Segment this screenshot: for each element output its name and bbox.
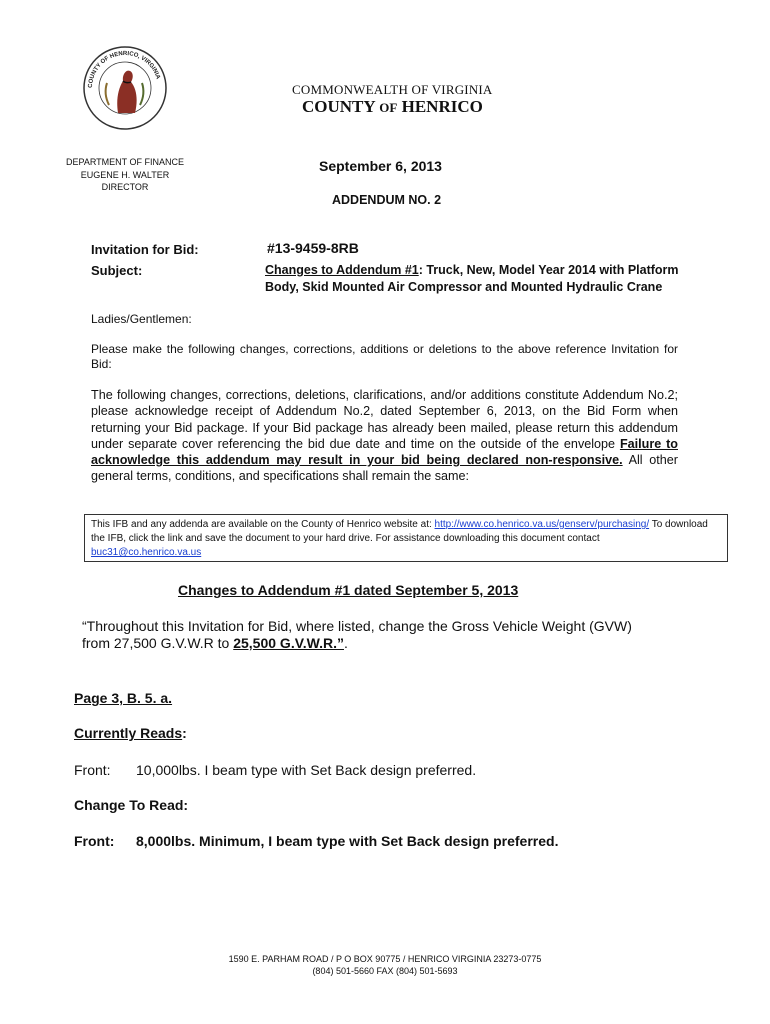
currently-reads-colon: : — [182, 725, 187, 741]
department-name: DEPARTMENT OF FINANCE — [65, 157, 184, 167]
director-name: EUGENE H. WALTER — [80, 169, 170, 180]
henrico-word: HENRICO — [401, 97, 483, 116]
department-block — [60, 156, 190, 194]
changes-heading: Changes to Addendum #1 dated September 5, 2013 — [178, 582, 519, 598]
subject-link: Changes to Addendum #1 — [265, 263, 419, 277]
notice-text-2: To download the IFB, click the link and save the document to your hard drive. For assistance downloading this document contact — [91, 519, 708, 544]
currently-reads-heading — [74, 725, 187, 741]
subject-value — [265, 262, 685, 295]
quote-end: . — [343, 635, 348, 651]
addendum-title: ADDENDUM NO. 2 — [332, 193, 442, 207]
contact-email-link[interactable]: buc31@co.henrico.va.us — [91, 547, 202, 558]
county-seal-logo — [82, 45, 168, 131]
purchasing-url-link[interactable]: http://www.co.henrico.va.us/genserv/purchasing/ — [434, 519, 650, 530]
invitation-number: #13-9459-8RB — [267, 240, 359, 256]
current-front-value: 10,000lbs. I beam type with Set Back design preferred. — [136, 762, 477, 778]
acknowledgement-paragraph — [91, 387, 678, 485]
director-title: DIRECTOR — [101, 182, 149, 192]
gvw-change-quote — [82, 618, 662, 652]
document-date: September 6, 2013 — [319, 158, 442, 174]
subject-label: Subject: — [91, 263, 143, 278]
new-front-value: 8,000lbs. Minimum, I beam type with Set Back design preferred. — [136, 833, 559, 849]
county-word: COUNTY — [302, 97, 376, 116]
website-notice-box — [84, 514, 728, 562]
footer-phone-line: (804) 501-5660 FAX (804) 501-5693 — [312, 966, 458, 976]
footer-address-line: 1590 E. PARHAM ROAD / P O BOX 90775 / HENRICO VIRGINIA 23273-0775 — [228, 954, 542, 964]
invitation-label: Invitation for Bid: — [91, 242, 199, 257]
svg-text:COUNTY OF HENRICO, VIRGINIA: COUNTY OF HENRICO, VIRGINIA — [87, 50, 161, 89]
currently-reads-label: Currently Reads — [74, 725, 183, 741]
commonwealth-heading: COMMONWEALTH OF VIRGINIA — [292, 82, 493, 97]
notice-text-1: This IFB and any addenda are available on the County of Henrico website at: — [91, 519, 435, 530]
change-to-read-heading: Change To Read: — [74, 797, 189, 813]
acknowledgement-warning: Failure to acknowledge this addendum may result in your bid being declared non-responsive. — [91, 436, 678, 468]
quote-text: “Throughout this Invitation for Bid, where listed, change the Gross Vehicle Weight (GVW) from 27,500 G.V.W.R to — [82, 618, 632, 651]
current-front-label: Front: — [74, 762, 111, 778]
county-heading — [302, 97, 483, 117]
subject-text: : Truck, New, Model Year 2014 with Platform Body, Skid Mounted Air Compressor and Mounted Hydraulic Crane — [265, 263, 679, 294]
new-gvw-value: 25,500 G.V.W.R.” — [233, 635, 344, 651]
new-front-label: Front: — [74, 833, 115, 849]
salutation: Ladies/Gentlemen: — [91, 312, 192, 326]
of-word: OF — [379, 100, 398, 115]
acknowledgement-tail: All other general terms, conditions, and specifications shall remain the same: — [91, 453, 679, 484]
acknowledgement-text: The following changes, corrections, deletions, clarifications, and/or additions constitute Addendum No.2; please acknowledge receipt of Addendum No.2, dated September 6, 2013, on the Bid Form when returning your Bid package. If your Bid package has already been mailed, please return this addendum under separate cover referencing the bid due date and time on the outside of the envelope — [91, 388, 678, 451]
intro-paragraph: Please make the following changes, corrections, additions or deletions to the above reference Invitation for Bid: — [91, 342, 678, 371]
footer-address — [0, 953, 770, 977]
page-reference: Page 3, B. 5. a. — [74, 690, 173, 706]
